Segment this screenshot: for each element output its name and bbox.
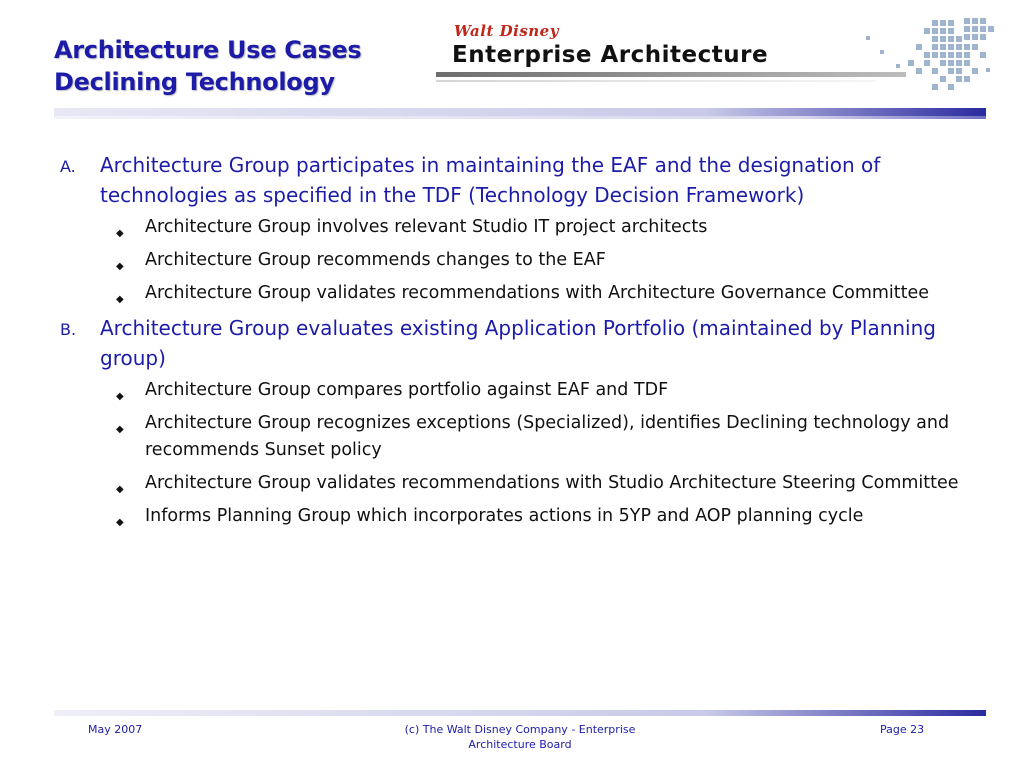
section-a [60,150,980,210]
footer-divider [54,710,986,716]
bullet-item [60,410,980,464]
footer-copyright: (c) The Walt Disney Company - Enterprise Architecture Board [404,723,636,751]
diamond-bullet-icon: ◆ [116,391,124,402]
pixel-mickey-icon [836,16,996,106]
bullet-item [60,470,980,497]
diamond-bullet-icon: ◆ [116,484,124,495]
slide-content [60,150,980,536]
title-line-1: Architecture Use Cases [54,36,362,64]
logo-enterprise-architecture: Enterprise Architecture [452,42,769,68]
bullet-text: Informs Planning Group which incorporates actions in 5YP and AOP planning cycle [145,506,864,526]
section-a-marker: A. [60,157,76,176]
bullet-text: Architecture Group recommends changes to the EAF [145,250,606,270]
bullet-item [60,503,980,530]
bullet-item [60,280,980,307]
footer-date: May 2007 [88,723,143,736]
diamond-bullet-icon: ◆ [116,228,124,239]
bullet-text: Architecture Group involves relevant Studio IT project architects [145,217,708,237]
enterprise-architecture-logo [436,16,996,106]
header-divider [54,108,986,116]
bullet-item [60,214,980,241]
section-b [60,313,980,373]
logo-bar-shadow [436,80,876,82]
logo-walt-disney: Walt Disney [454,22,559,40]
section-a-text: Architecture Group participates in maintaining the EAF and the designation of technologies as specified in the TDF (Technology Decision Framework) [100,153,881,207]
footer-page-number: Page 23 [880,723,925,736]
diamond-bullet-icon: ◆ [116,424,124,435]
title-line-2: Declining Technology [54,68,335,96]
bullet-text: Architecture Group recognizes exceptions (Specialized), identifies Declining technology and recommends Sunset policy [145,413,950,460]
slide-title [54,34,361,98]
bullet-text: Architecture Group compares portfolio against EAF and TDF [145,380,669,400]
diamond-bullet-icon: ◆ [116,294,124,305]
header-divider-shadow [54,116,986,119]
diamond-bullet-icon: ◆ [116,261,124,272]
diamond-bullet-icon: ◆ [116,517,124,528]
section-b-text: Architecture Group evaluates existing Application Portfolio (maintained by Planning group) [100,316,936,370]
bullet-item [60,247,980,274]
bullet-text: Architecture Group validates recommendations with Architecture Governance Committee [145,283,930,303]
section-b-marker: B. [60,320,77,339]
bullet-text: Architecture Group validates recommendations with Studio Architecture Steering Committee [145,473,959,493]
bullet-item [60,377,980,404]
